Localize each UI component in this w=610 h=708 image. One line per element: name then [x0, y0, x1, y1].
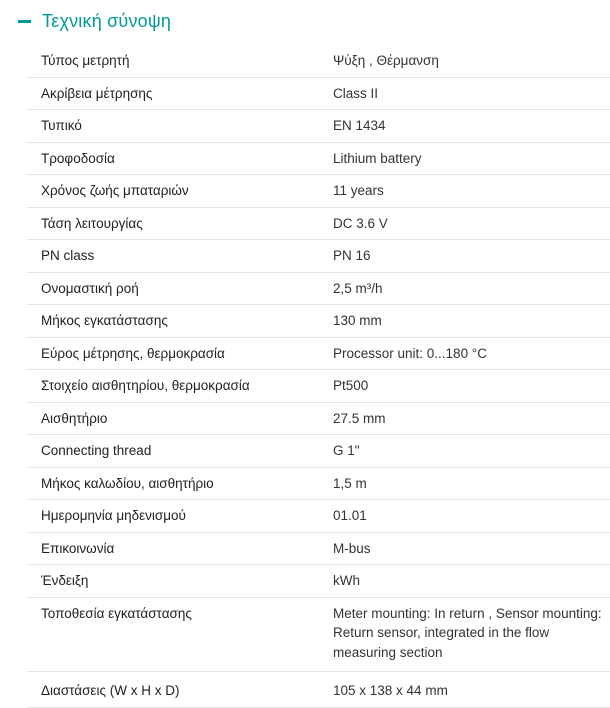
- spec-label: Ημερομηνία μηδενισμού: [41, 508, 186, 523]
- spec-row: [27, 337, 610, 370]
- spec-label: Τροφοδοσία: [41, 150, 115, 166]
- spec-row: [27, 77, 610, 110]
- spec-label: Εύρος μέτρησης, θερμοκρασία: [41, 345, 225, 361]
- spec-table: [27, 45, 610, 708]
- spec-label: Διαστάσεις (W x H x D): [41, 683, 180, 698]
- spec-label: Τοποθεσία εγκατάστασης: [41, 605, 192, 621]
- spec-value: M-bus: [333, 540, 371, 556]
- spec-label: Επικοινωνία: [41, 540, 115, 556]
- spec-value: Processor unit: 0...180 °C: [333, 345, 487, 361]
- spec-value: G 1": [333, 443, 360, 458]
- spec-label: Ένδειξη: [41, 573, 89, 588]
- spec-row: [27, 240, 610, 273]
- spec-row: [27, 272, 610, 305]
- spec-value: 01.01: [333, 508, 367, 523]
- spec-value: kWh: [333, 573, 360, 588]
- spec-value: DC 3.6 V: [333, 215, 388, 231]
- spec-label: Χρόνος ζωής μπαταριών: [41, 183, 189, 198]
- spec-label: Τύπος μετρητή: [41, 53, 130, 68]
- spec-value: 2,5 m³/h: [333, 280, 383, 296]
- spec-label: Ονομαστική ροή: [41, 280, 139, 296]
- spec-row: [27, 402, 610, 435]
- spec-value: 11 years: [333, 183, 384, 198]
- spec-row: [27, 305, 610, 338]
- spec-row: [27, 500, 610, 533]
- spec-row: [27, 467, 610, 500]
- spec-value: 1,5 m: [333, 475, 367, 491]
- spec-value: 105 x 138 x 44 mm: [333, 683, 448, 698]
- spec-row: [27, 207, 610, 240]
- spec-label: Τυπικό: [41, 118, 82, 133]
- spec-value: Lithium battery: [333, 150, 422, 166]
- section-title: Τεχνική σύνοψη: [42, 10, 172, 31]
- spec-row: [27, 110, 610, 143]
- spec-label: Μήκος εγκατάστασης: [41, 313, 168, 328]
- spec-label: Connecting thread: [41, 443, 152, 458]
- spec-value: Meter mounting: In return , Sensor mounting: Return sensor, integrated in the flow measuring section: [333, 605, 602, 660]
- spec-label: PN class: [41, 248, 95, 263]
- spec-row: [27, 142, 610, 175]
- section-toggle[interactable]: [18, 8, 171, 34]
- spec-label: Στοιχείο αισθητηρίου, θερμοκρασία: [41, 378, 250, 393]
- spec-label: Τάση λειτουργίας: [41, 215, 143, 231]
- minus-icon: [18, 20, 31, 23]
- spec-value: Class II: [333, 85, 379, 101]
- spec-value: 27.5 mm: [333, 410, 386, 426]
- spec-label: Μήκος καλωδίου, αισθητήριο: [41, 475, 214, 491]
- spec-value: Ψύξη , Θέρμανση: [333, 53, 439, 68]
- spec-row: [27, 45, 610, 77]
- spec-row: [27, 597, 610, 672]
- spec-value: Pt500: [333, 378, 369, 393]
- spec-value: PN 16: [333, 248, 371, 263]
- spec-row: [27, 370, 610, 403]
- spec-row: [27, 532, 610, 565]
- spec-value: EN 1434: [333, 118, 386, 133]
- spec-row: [27, 672, 610, 708]
- spec-row: [27, 175, 610, 208]
- spec-row: [27, 565, 610, 598]
- spec-label: Αισθητήριο: [41, 410, 108, 426]
- spec-row: [27, 435, 610, 468]
- spec-label: Ακρίβεια μέτρησης: [41, 85, 153, 101]
- spec-value: 130 mm: [333, 313, 382, 328]
